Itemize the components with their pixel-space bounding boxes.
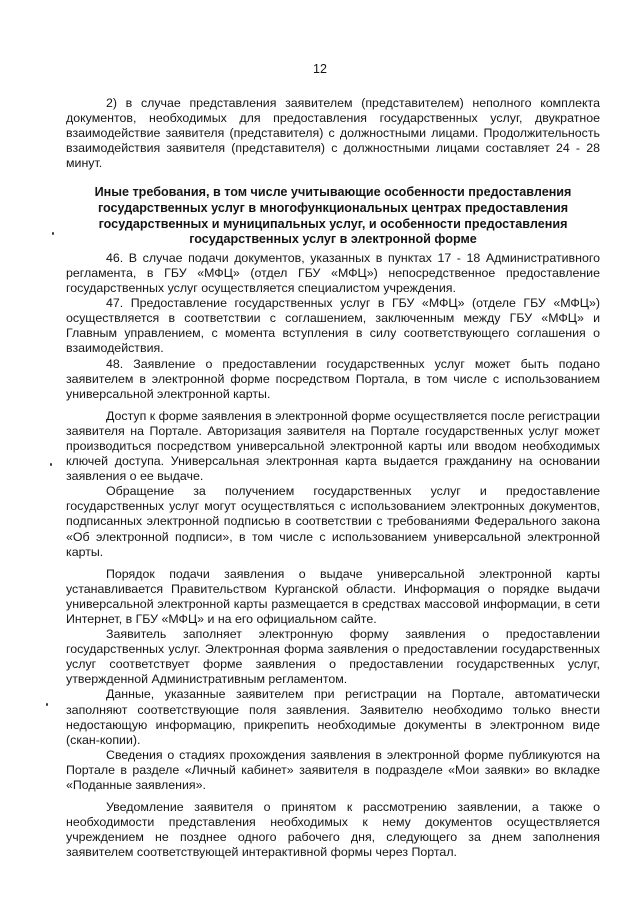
intro-paragraph: 2) в случае представления заявителем (представителем) неполного комплекта документов, необходимых для предоставления государственных услуг, двукратное взаимодействие заявителя (представителя) с должностными лицами. Продолжительность взаимодействия заявителя (представителя) с должностными лицами составляет 24 - 28 минут. <box>66 96 600 171</box>
paragraph-card-procedure: Порядок подачи заявления о выдаче универсальной электронной карты устанавливается Правительством Курганской области. Информация о порядке выдачи универсальной электронной карты размещается в средствах массовой информации, в сети Интернет, в ГБУ «МФЦ» и на его официальном сайте. <box>66 566 600 626</box>
paragraph-access: Доступ к форме заявления в электронной форме осуществляется после регистрации заявителя на Портале. Авторизация заявителя на Портале государственных услуг может производиться посредством универсальной электронной карты или вводом необходимых ключей доступа. Универсальная электронная карта выдается гражданину на основании заявления о ее выдаче. <box>66 408 600 484</box>
section-heading: Иные требования, в том числе учитывающие особенности предоставления государственных услуг в многофункциональных центрах предоставления государственных и муниципальных услуг, и особенности предоставления государственных услуг в электронной форме <box>94 185 572 247</box>
scan-artifact <box>52 232 54 235</box>
page-number: 12 <box>313 62 327 76</box>
paragraph-form-filling: Заявитель заполняет электронную форму заявления о предоставлении государственных услуг. Электронная форма заявления о предоставлении государственных услуг соответствует форме заявления о предоставлении государственных услуг, утвержденной Административным регламентом. <box>66 627 600 687</box>
paragraph-48: 48. Заявление о предоставлении государственных услуг может быть подано заявителем в электронной форме посредством Портала, в том числе с использованием универсальной электронной карты. <box>66 356 600 401</box>
paragraph-46: 46. В случае подачи документов, указанных в пунктах 17 - 18 Административного регламента, в ГБУ «МФЦ» (отдел ГБУ «МФЦ») непосредственное предоставление государственных услуг осуществляется специалистом учреждения. <box>66 250 600 296</box>
paragraph-autofill: Данные, указанные заявителем при регистрации на Портале, автоматически заполняют соответствующие поля заявления. Заявителю необходимо только внести недостающую информацию, прикрепить необходимые документы в электронном виде (скан-копии). <box>66 687 600 747</box>
paragraph-47: 47. Предоставление государственных услуг в ГБУ «МФЦ» (отделе ГБУ «МФЦ») осуществляется в соответствии с соглашением, заключенным между ГБУ «МФЦ» и Главным управлением, с момента вступления в силу соответствующего соглашения о взаимодействия. <box>66 296 600 356</box>
paragraph-electronic-documents: Обращение за получением государственных услуг и предоставление государственных услуг могут осуществляться с использованием электронных документов, подписанных электронной подписью в соответствии с требованиями Федерального закона «Об электронной подписи», в том числе с использованием универсальной электронной карты. <box>66 484 600 559</box>
paragraph-status-info: Сведения о стадиях прохождения заявления в электронной форме публикуются на Портале в разделе «Личный кабинет» заявителя в подразделе «Мои заявки» во вкладке «Поданные заявления». <box>66 747 600 793</box>
scan-artifact <box>50 463 52 466</box>
scan-artifact <box>46 703 48 706</box>
document-body <box>66 96 600 861</box>
paragraph-notification: Уведомление заявителя о принятом к рассмотрению заявлении, а также о необходимости представления необходимых к нему документов осуществляется учреждением не позднее одного рабочего дня, следующего за днем заполнения заявителем соответствующей интерактивной формы через Портал. <box>66 800 600 860</box>
